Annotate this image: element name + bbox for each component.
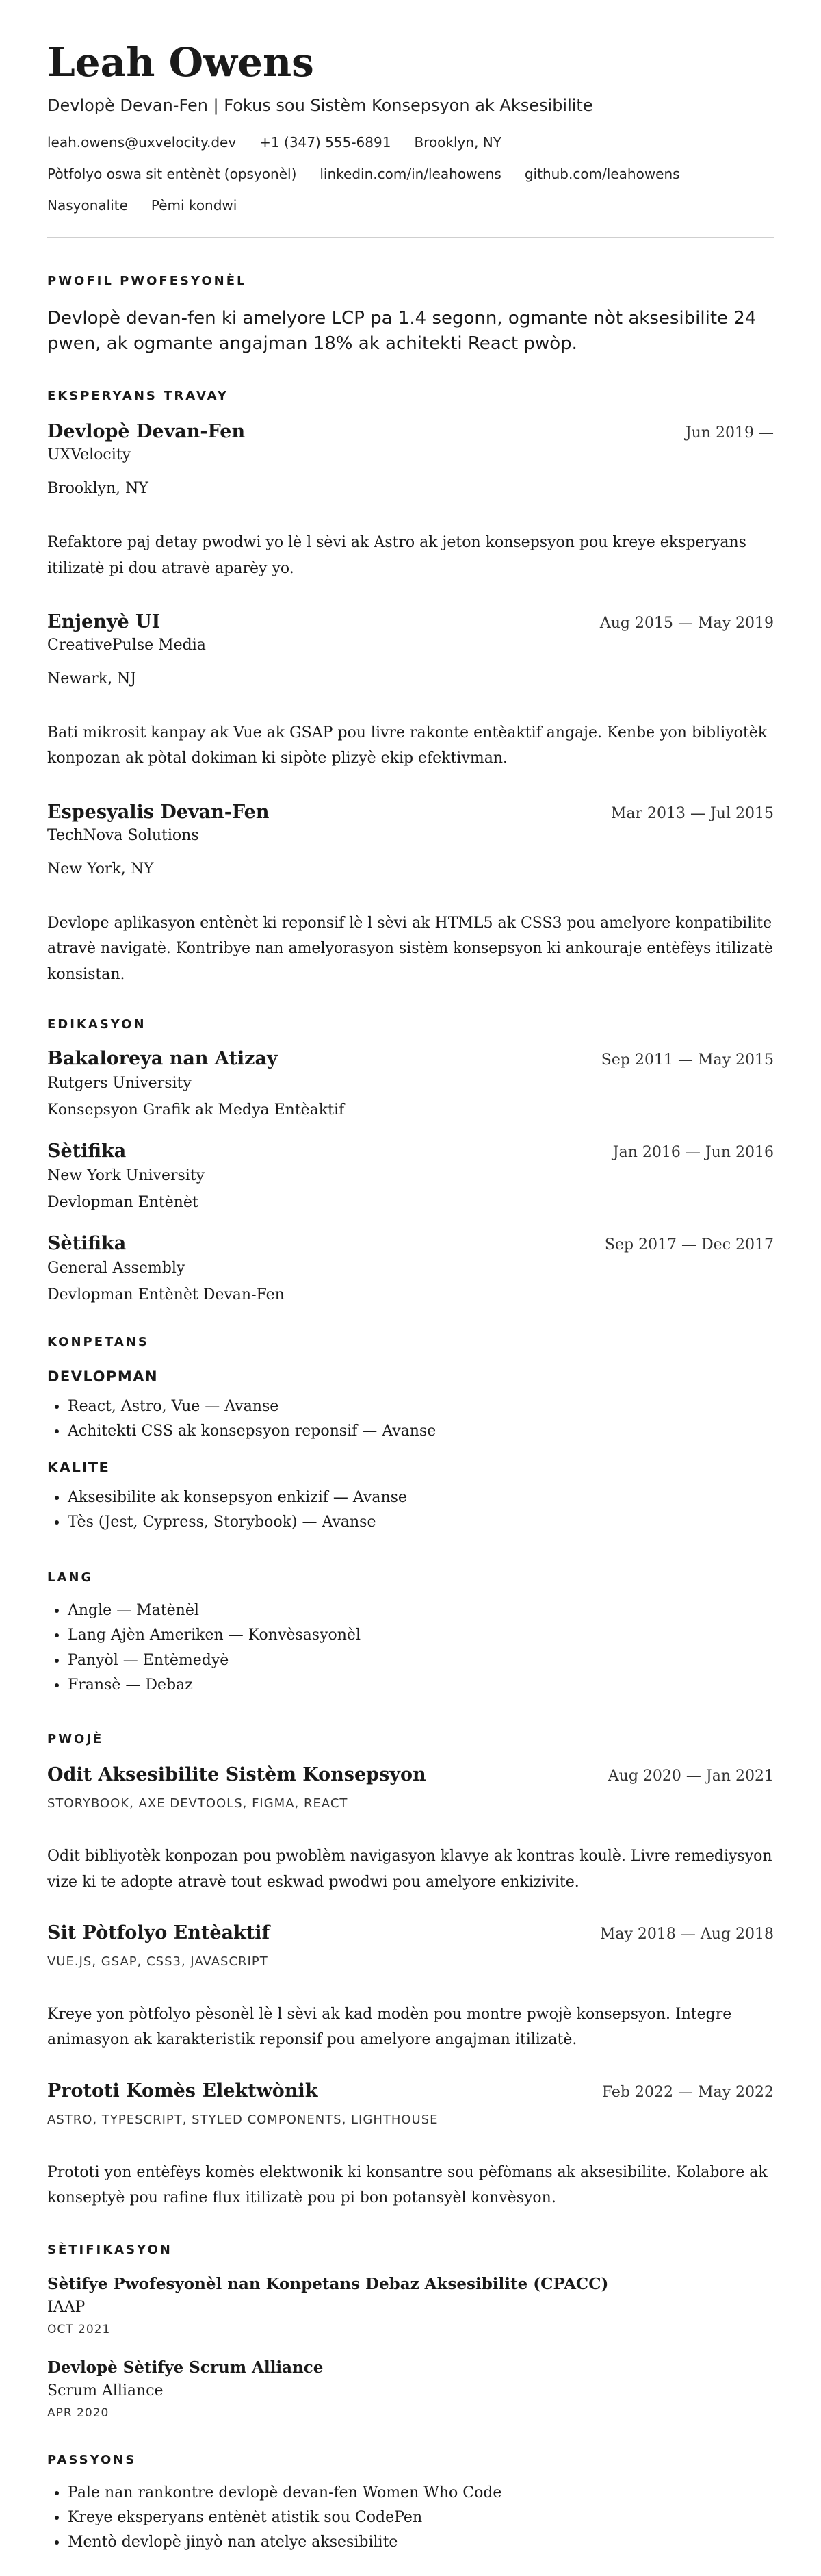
education-dates: Sep 2017 — Dec 2017: [604, 1236, 774, 1253]
education-dates: Sep 2011 — May 2015: [601, 1051, 774, 1069]
certification-date: OCT 2021: [47, 2322, 111, 2336]
certification-name: Devlopè Sètifye Scrum Alliance: [47, 2358, 324, 2377]
job-title: Devlopè Devan-Fen: [47, 421, 246, 443]
project-name: Odit Aksesibilite Sistèm Konsepsyon: [47, 1764, 426, 1786]
degree-title: Sètifika: [47, 1232, 127, 1254]
education-item: [47, 1233, 774, 1303]
section-title-summary: PWOFIL PWOFESYONÈL: [47, 273, 247, 288]
job-location: Newark, NJ: [47, 669, 137, 687]
project-item: [47, 1922, 774, 2053]
job-title: Espesyalis Devan-Fen: [47, 801, 270, 823]
interest-list: [47, 2481, 774, 2555]
field-of-study: Devlopman Entènèt Devan-Fen: [47, 1286, 285, 1303]
job-dates: Aug 2015 — May 2019: [599, 614, 774, 632]
email-link[interactable]: leah.owens@uxvelocity.dev: [47, 133, 237, 151]
experience-item: [47, 421, 774, 581]
degree-title: Bakaloreya nan Atizay: [47, 1047, 278, 1069]
portfolio-link[interactable]: Pòtfolyo oswa sit entènèt (opsyonèl): [47, 165, 297, 182]
company-name: TechNova Solutions: [47, 826, 199, 844]
skill-item: • Achitekti CSS ak konsepsyon reponsif — Avanse: [68, 1419, 774, 1444]
job-location: New York, NY: [47, 860, 154, 878]
contact-row: [47, 134, 774, 151]
phone-link[interactable]: +1 (347) 555-6891: [259, 133, 391, 151]
project-tech-stack: VUE.JS, GSAP, CSS3, JAVASCRIPT: [47, 1954, 268, 1969]
certification-item: [47, 2275, 774, 2336]
job-description: Refaktore paj detay pwodwi yo lè l sèvi ak Astro ak jeton konsepsyon pou kreye eksperyans itilizatè pi dou atravè aparèy yo.: [47, 534, 746, 577]
project-tech-stack: ASTRO, TYPESCRIPT, STYLED COMPONENTS, LIGHTHOUSE: [47, 2112, 439, 2127]
language-item: • Lang Ajèn Ameriken — Konvèsasyonèl: [68, 1623, 774, 1648]
section-title-education: EDIKASYON: [47, 1017, 146, 1032]
education-item: [47, 1140, 774, 1211]
github-link[interactable]: github.com/leahowens: [524, 165, 680, 182]
candidate-name: Leah Owens: [47, 39, 314, 86]
skill-list: [47, 1485, 774, 1535]
job-description: Devlope aplikasyon entènèt ki reponsif lè l sèvi ak HTML5 ak CSS3 pou amelyore konpatibilite atravè navigatè. Kontribye nan amelyorasyon sistèm konsepsyon ki ankouraje entèfèys itilizatè konsistan.: [47, 914, 773, 983]
section-title-experience: EKSPERYANS TRAVAY: [47, 389, 229, 404]
interest-item: • Mentò devlopè jinyò nan atelye aksesibilite: [68, 2530, 774, 2555]
project-dates: May 2018 — Aug 2018: [599, 1926, 774, 1943]
job-description: Bati mikrosit kanpay ak Vue ak GSAP pou livre rakonte entèaktif angaje. Kenbe yon bibliyotèk konpozan ak pòtal dokiman ki sipòte plizyè ekip efektivman.: [47, 724, 768, 767]
links-row: [47, 166, 774, 182]
section-title-languages: LANG: [47, 1570, 94, 1585]
language-list: [47, 1598, 774, 1698]
summary-text: Devlopè devan-fen ki amelyore LCP pa 1.4 segonn, ogmante nòt aksesibilite 24 pwen, ak ogmante angajman 18% ak achitekti React pwòp.: [47, 307, 757, 355]
section-title-certifications: SÈTIFIKASYON: [47, 2242, 172, 2257]
project-tech-stack: STORYBOOK, AXE DEVTOOLS, FIGMA, REACT: [47, 1796, 348, 1811]
skill-item: • Aksesibilite ak konsepsyon enkizif — Avanse: [68, 1485, 774, 1510]
skill-item: • React, Astro, Vue — Avanse: [68, 1394, 774, 1419]
education-dates: Jan 2016 — Jun 2016: [612, 1143, 774, 1161]
field-of-study: Devlopman Entènèt: [47, 1193, 198, 1211]
skill-category: KALITE: [47, 1459, 110, 1476]
interest-item: • Pale nan rankontre devlopè devan-fen Women Who Code: [68, 2481, 774, 2505]
section-title-interests: PASSYONS: [47, 2452, 137, 2467]
skill-category: DEVLOPMAN: [47, 1368, 159, 1385]
skill-list: [47, 1394, 774, 1444]
project-dates: Aug 2020 — Jan 2021: [608, 1768, 774, 1785]
section-title-projects: PWOJÈ: [47, 1732, 104, 1747]
project-name: Sit Pòtfolyo Entèaktif: [47, 1922, 270, 1944]
degree-title: Sètifika: [47, 1140, 127, 1162]
header-divider: [47, 237, 774, 238]
linkedin-link[interactable]: linkedin.com/in/leahowens: [320, 165, 501, 182]
school-name: Rutgers University: [47, 1074, 192, 1092]
driving-license-text: Pèmi kondwi: [151, 196, 237, 214]
location-text: Brooklyn, NY: [414, 133, 501, 151]
job-title: Enjenyè UI: [47, 611, 161, 633]
nationality-text: Nasyonalite: [47, 196, 128, 214]
language-item: • Fransè — Debaz: [68, 1673, 774, 1698]
job-dates: Mar 2013 — Jul 2015: [610, 804, 774, 822]
project-item: [47, 1764, 774, 1895]
certification-name: Sètifye Pwofesyonèl nan Konpetans Debaz Aksesibilite (CPACC): [47, 2274, 609, 2293]
project-description: Odit bibliyotèk konpozan pou pwoblèm navigasyon klavye ak kontras koulè. Livre remediysyon vize ki te adopte atravè tout eskwad pwodwi pou amelyore enkizivite.: [47, 1848, 772, 1891]
company-name: UXVelocity: [47, 446, 131, 464]
project-item: [47, 2080, 774, 2211]
experience-item: [47, 611, 774, 771]
project-description: Prototi yon entèfèys komès elektwonik ki konsantre sou pèfòmans ak aksesibilite. Kolabore ak konseptyè pou rafine flux itilizatè pou pi bon potansyèl konvèsyon.: [47, 2163, 768, 2207]
certification-date: APR 2020: [47, 2406, 109, 2420]
interest-item: • Kreye eksperyans entènèt atistik sou CodePen: [68, 2505, 774, 2530]
skill-item: • Tès (Jest, Cypress, Storybook) — Avanse: [68, 1510, 774, 1535]
project-name: Prototi Komès Elektwònik: [47, 2080, 318, 2102]
job-location: Brooklyn, NY: [47, 480, 148, 498]
company-name: CreativePulse Media: [47, 636, 206, 654]
education-item: [47, 1048, 774, 1119]
headline: Devlopè Devan-Fen | Fokus sou Sistèm Konsepsyon ak Aksesibilite: [47, 95, 593, 115]
field-of-study: Konsepsyon Grafik ak Medya Entèaktif: [47, 1101, 345, 1119]
certification-item: [47, 2358, 774, 2420]
certification-issuer: Scrum Alliance: [47, 2382, 164, 2399]
job-dates: Jun 2019 —: [685, 424, 774, 442]
certification-issuer: IAAP: [47, 2298, 86, 2316]
section-title-skills: KONPETANS: [47, 1334, 149, 1349]
extra-info-row: [47, 197, 774, 214]
project-dates: Feb 2022 — May 2022: [601, 2083, 774, 2101]
project-description: Kreye yon pòtfolyo pèsonèl lè l sèvi ak kad modèn pou montre pwojè konsepsyon. Integre animasyon ak karakteristik reponsif pou amelyore angajman itilizatè.: [47, 2006, 732, 2049]
school-name: General Assembly: [47, 1259, 185, 1277]
language-item: • Angle — Matènèl: [68, 1598, 774, 1623]
language-item: • Panyòl — Entèmedyè: [68, 1648, 774, 1673]
school-name: New York University: [47, 1166, 205, 1184]
experience-item: [47, 802, 774, 987]
